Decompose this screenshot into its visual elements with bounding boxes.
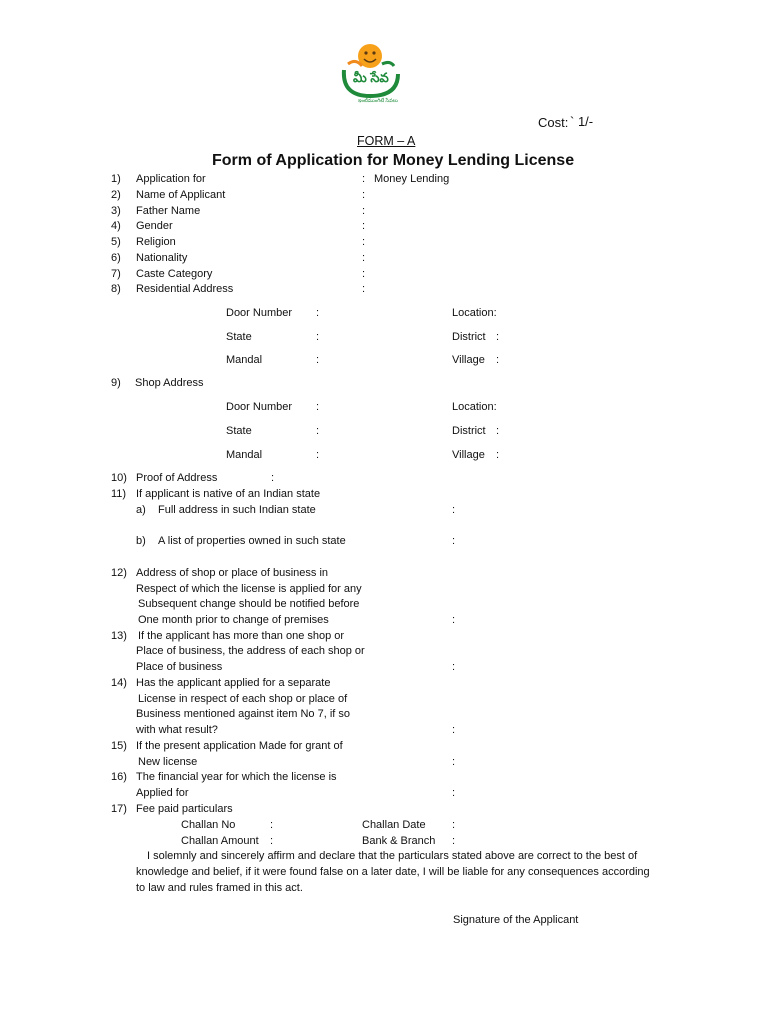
item-number: 16) — [111, 771, 127, 783]
field-colon: : — [316, 307, 320, 319]
item-text-line: The financial year for which the license is — [136, 771, 337, 783]
item-label: Name of Applicant — [136, 189, 226, 201]
declaration-line: to law and rules framed in this act. — [136, 882, 303, 894]
item-text-line: Applied for — [136, 787, 189, 799]
shop-address-label: Shop Address — [135, 377, 204, 389]
item-number: 12) — [111, 567, 127, 579]
meeseva-logo — [336, 40, 406, 108]
item-label: Caste Category — [136, 268, 213, 280]
item-text-line: Address of shop or place of business in — [136, 567, 329, 579]
field-colon: : — [452, 724, 456, 736]
field-colon: : — [452, 835, 456, 847]
declaration-line: I solemnly and sincerely affirm and declare that the particulars stated above are correct to the best of — [147, 850, 638, 862]
item-number: 13) — [111, 630, 127, 642]
item-value: Money Lending — [374, 173, 450, 185]
village-label: Village — [452, 449, 485, 461]
item-number: 14) — [111, 677, 127, 689]
village-label: Village — [452, 354, 485, 366]
item-label: Nationality — [136, 252, 188, 264]
native-state-label: If applicant is native of an Indian state — [136, 488, 321, 500]
item-label: Father Name — [136, 205, 201, 217]
challan-date-label: Challan Date — [362, 819, 426, 831]
item-number: 8) — [111, 283, 121, 295]
item-text-line: Place of business, the address of each shop or — [136, 645, 365, 657]
field-colon: : — [271, 472, 275, 484]
sub-item-letter: b) — [136, 535, 146, 547]
item-number: 3) — [111, 205, 121, 217]
properties-label: A list of properties owned in such state — [158, 535, 346, 547]
item-text-line: with what result? — [136, 724, 218, 736]
item-number: 9) — [111, 377, 121, 389]
item-number: 1) — [111, 173, 121, 185]
item-text-line: New license — [138, 756, 198, 768]
item-number: 4) — [111, 220, 121, 232]
item-text-line: Subsequent change should be notified before — [138, 598, 360, 610]
fee-paid-label: Fee paid particulars — [136, 803, 233, 815]
field-colon: : — [496, 425, 500, 437]
field-colon: : — [496, 449, 500, 461]
field-colon: : — [316, 331, 320, 343]
field-colon: : — [270, 835, 274, 847]
field-colon: : — [452, 787, 456, 799]
state-label: State — [226, 425, 252, 437]
item-colon: : — [362, 189, 366, 201]
district-label: District — [452, 425, 486, 437]
logo-tagline: ఇంటిముంగిటే సేవలు — [358, 98, 398, 104]
field-colon: : — [496, 331, 500, 343]
item-colon: : — [362, 236, 366, 248]
form-label: FORM – A — [357, 134, 416, 148]
item-number: 5) — [111, 236, 121, 248]
item-number: 6) — [111, 252, 121, 264]
bank-branch-label: Bank & Branch — [362, 835, 436, 847]
item-text-line: Place of business — [136, 661, 223, 673]
signature-label: Signature of the Applicant — [453, 914, 579, 926]
location-label: Location: — [452, 307, 497, 319]
item-text-line: Business mentioned against item No 7, if so — [136, 708, 351, 720]
door-number-label: Door Number — [226, 401, 293, 413]
item-label: Residential Address — [136, 283, 234, 295]
field-colon: : — [316, 401, 320, 413]
cost-value: ` 1/- — [570, 114, 594, 129]
item-colon: : — [362, 205, 366, 217]
item-number: 10) — [111, 472, 127, 484]
challan-amount-label: Challan Amount — [181, 835, 259, 847]
field-colon: : — [496, 354, 500, 366]
full-address-label: Full address in such Indian state — [158, 504, 316, 516]
item-number: 2) — [111, 189, 121, 201]
item-number: 11) — [111, 488, 127, 500]
page-title: Form of Application for Money Lending License — [212, 152, 575, 169]
field-colon: : — [452, 661, 456, 673]
state-label: State — [226, 331, 252, 343]
field-colon: : — [452, 756, 456, 768]
proof-of-address-label: Proof of Address — [136, 472, 218, 484]
mandal-label: Mandal — [226, 354, 263, 366]
item-colon: : — [362, 268, 366, 280]
field-colon: : — [452, 504, 456, 516]
door-number-label: Door Number — [226, 307, 293, 319]
mandal-label: Mandal — [226, 449, 263, 461]
item-colon: : — [362, 252, 366, 264]
field-colon: : — [452, 614, 456, 626]
item-text-line: If the applicant has more than one shop or — [138, 630, 345, 642]
cost-label: Cost: — [538, 115, 569, 130]
challan-no-label: Challan No — [181, 819, 236, 831]
item-text-line: License in respect of each shop or place of — [138, 693, 348, 705]
item-number: 17) — [111, 803, 127, 815]
item-text-line: Respect of which the license is applied for any — [136, 583, 362, 595]
item-text-line: Has the applicant applied for a separate — [136, 677, 331, 689]
item-label: Religion — [136, 236, 176, 248]
item-label: Application for — [136, 173, 206, 185]
district-label: District — [452, 331, 486, 343]
field-colon: : — [316, 425, 320, 437]
field-colon: : — [316, 354, 320, 366]
declaration-line: knowledge and belief, if it were found false on a later date, I will be liable for any consequences according — [136, 866, 650, 878]
item-number: 15) — [111, 740, 127, 752]
field-colon: : — [316, 449, 320, 461]
location-label: Location: — [452, 401, 497, 413]
item-text-line: One month prior to change of premises — [138, 614, 329, 626]
field-colon: : — [452, 819, 456, 831]
item-text-line: If the present application Made for grant of — [136, 740, 343, 752]
sub-item-letter: a) — [136, 504, 146, 516]
item-label: Gender — [136, 220, 173, 232]
item-colon: : — [362, 283, 366, 295]
logo-text: మీ సేవ — [353, 70, 389, 85]
item-number: 7) — [111, 268, 121, 280]
item-colon: : — [362, 173, 366, 185]
field-colon: : — [270, 819, 274, 831]
item-colon: : — [362, 220, 366, 232]
field-colon: : — [452, 535, 456, 547]
